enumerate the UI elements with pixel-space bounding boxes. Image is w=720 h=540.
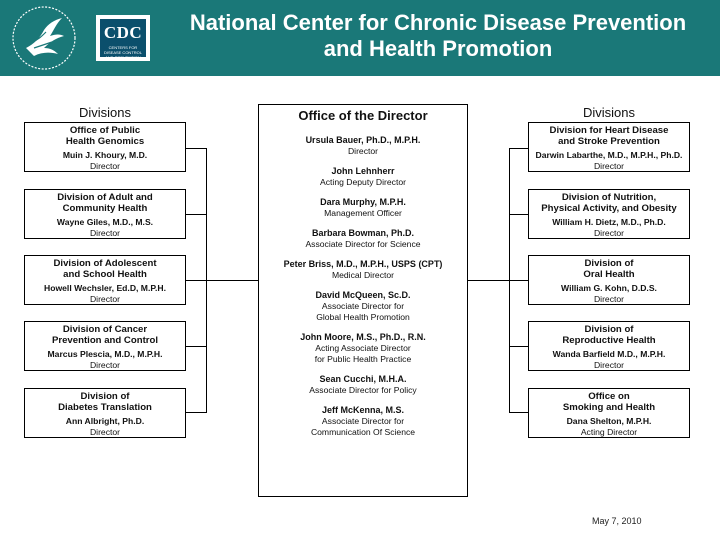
division-director-role: Director — [593, 359, 625, 370]
division-director-name: Dana Shelton, M.P.H. — [566, 416, 652, 426]
staff-name: David McQueen, Sc.D. — [315, 290, 411, 300]
connector-right-3 — [468, 280, 529, 281]
division-director-name: Ann Albright, Ph.D. — [65, 416, 145, 426]
division-director-role: Director — [89, 293, 121, 304]
footer-date: May 7, 2010 — [592, 516, 642, 526]
division-director-name: Howell Wechsler, Ed.D, M.P.H. — [44, 283, 166, 293]
division-director-name: William H. Dietz, M.D., Ph.D. — [552, 217, 666, 227]
staff-role: Acting Associate Director — [315, 343, 411, 353]
division-name: Oral Health — [583, 268, 635, 280]
staff-role: Associate Director for Policy — [309, 385, 417, 395]
connector-right-2 — [509, 214, 529, 215]
staff-role-line-2: Communication Of Science — [310, 427, 416, 437]
division-director-role: Director — [89, 426, 121, 437]
division-name: and School Health — [63, 268, 147, 280]
staff-entry — [259, 405, 467, 438]
connector-left-spine — [206, 148, 207, 413]
staff-entry — [259, 259, 467, 281]
staff-role: Medical Director — [331, 270, 395, 280]
division-name: Diabetes Translation — [58, 401, 152, 413]
staff-name: Jeff McKenna, M.S. — [321, 405, 404, 415]
division-director-name: William G. Kohn, D.D.S. — [561, 283, 657, 293]
division-director-name: Wayne Giles, M.D., M.S. — [56, 217, 154, 227]
division-box-nutrition-physical-activity — [528, 189, 690, 239]
connector-left-1 — [186, 148, 206, 149]
division-name: Division of — [80, 391, 130, 402]
division-name: and Stroke Prevention — [558, 135, 660, 147]
header-banner — [0, 0, 720, 76]
staff-entry — [259, 228, 467, 250]
staff-role-line-2: for Public Health Practice — [314, 354, 412, 364]
cdc-logo-subtext: CENTERS FOR DISEASE CONTROL AND PREVENTION — [103, 45, 142, 60]
division-name: Smoking and Health — [562, 401, 656, 413]
connector-left-2 — [186, 214, 206, 215]
division-name: Division of Adult and — [57, 192, 153, 203]
division-box-cancer-prevention — [24, 321, 186, 371]
left-divisions-heading: Divisions — [78, 105, 131, 120]
right-divisions-heading: Divisions — [582, 105, 635, 120]
division-name: Health Genomics — [65, 135, 145, 147]
division-name: Community Health — [62, 202, 148, 214]
division-director-name: Marcus Plescia, M.D., M.P.H. — [47, 349, 163, 359]
staff-name: Barbara Bowman, Ph.D. — [311, 228, 415, 238]
division-name: Division of Adolescent — [53, 258, 157, 269]
division-name: Division of — [584, 324, 634, 335]
connector-right-5 — [509, 412, 529, 413]
division-box-oral-health — [528, 255, 690, 305]
staff-name: John Moore, M.S., Ph.D., R.N. — [300, 332, 426, 342]
cdc-logo — [96, 15, 150, 61]
staff-role: Associate Director for — [321, 301, 405, 311]
staff-entry — [259, 197, 467, 219]
division-name: Office of Public — [69, 125, 141, 136]
division-name: Prevention and Control — [51, 334, 159, 346]
division-director-role: Director — [89, 359, 121, 370]
staff-role-line-2: Global Health Promotion — [316, 312, 410, 322]
division-box-smoking-health — [528, 388, 690, 438]
title-line-2: and Health Promotion — [323, 36, 553, 61]
division-name: Office on — [588, 391, 630, 402]
division-director-name: Darwin Labarthe, M.D., M.P.H., Ph.D. — [535, 150, 683, 160]
office-of-the-director-box — [258, 104, 468, 497]
title-line-1: National Center for Chronic Disease Prevention — [189, 10, 687, 35]
office-of-the-director-heading: Office of the Director — [298, 108, 428, 123]
staff-entry — [259, 290, 467, 323]
division-director-role: Director — [593, 160, 625, 171]
connector-left-5 — [186, 412, 206, 413]
division-director-role: Director — [89, 160, 121, 171]
division-box-diabetes-translation — [24, 388, 186, 438]
division-director-name: Muin J. Khoury, M.D. — [62, 150, 148, 160]
staff-entry — [259, 135, 467, 157]
division-director-role: Acting Director — [580, 426, 638, 437]
division-name: Division for Heart Disease — [549, 125, 669, 136]
staff-entry — [259, 374, 467, 396]
staff-name: Ursula Bauer, Ph.D., M.P.H. — [305, 135, 421, 145]
division-name: Reproductive Health — [562, 334, 656, 346]
staff-name: Dara Murphy, M.P.H. — [320, 197, 406, 207]
division-box-reproductive-health — [528, 321, 690, 371]
staff-role: Director — [347, 146, 379, 156]
staff-role: Associate Director for — [321, 416, 405, 426]
page-title — [162, 10, 714, 62]
staff-name: John Lehnherr — [331, 166, 395, 176]
division-director-role: Director — [593, 293, 625, 304]
hhs-eagle-seal-icon — [10, 4, 78, 72]
connector-right-4 — [509, 346, 529, 347]
division-name: Division of — [584, 258, 634, 269]
staff-role: Management Officer — [324, 208, 402, 218]
division-director-name: Wanda Barfield M.D., M.P.H. — [552, 349, 666, 359]
staff-name: Peter Briss, M.D., M.P.H., USPS (CPT) — [283, 259, 443, 269]
cdc-logo-text: CDC — [103, 23, 143, 42]
division-box-adult-community-health — [24, 189, 186, 239]
division-name: Physical Activity, and Obesity — [541, 202, 677, 214]
division-box-public-health-genomics — [24, 122, 186, 172]
division-director-role: Director — [89, 227, 121, 238]
connector-left-3 — [186, 280, 258, 281]
division-box-adolescent-school-health — [24, 255, 186, 305]
connector-left-4 — [186, 346, 206, 347]
staff-entry — [259, 166, 467, 188]
division-name: Division of Nutrition, — [561, 192, 657, 203]
connector-right-spine — [509, 148, 510, 413]
staff-role: Acting Deputy Director — [320, 177, 406, 187]
division-name: Division of Cancer — [62, 324, 148, 335]
division-box-heart-disease-stroke — [528, 122, 690, 172]
staff-entry — [259, 332, 467, 365]
division-director-role: Director — [593, 227, 625, 238]
connector-right-1 — [509, 148, 529, 149]
staff-name: Sean Cucchi, M.H.A. — [319, 374, 407, 384]
staff-role: Associate Director for Science — [305, 239, 421, 249]
